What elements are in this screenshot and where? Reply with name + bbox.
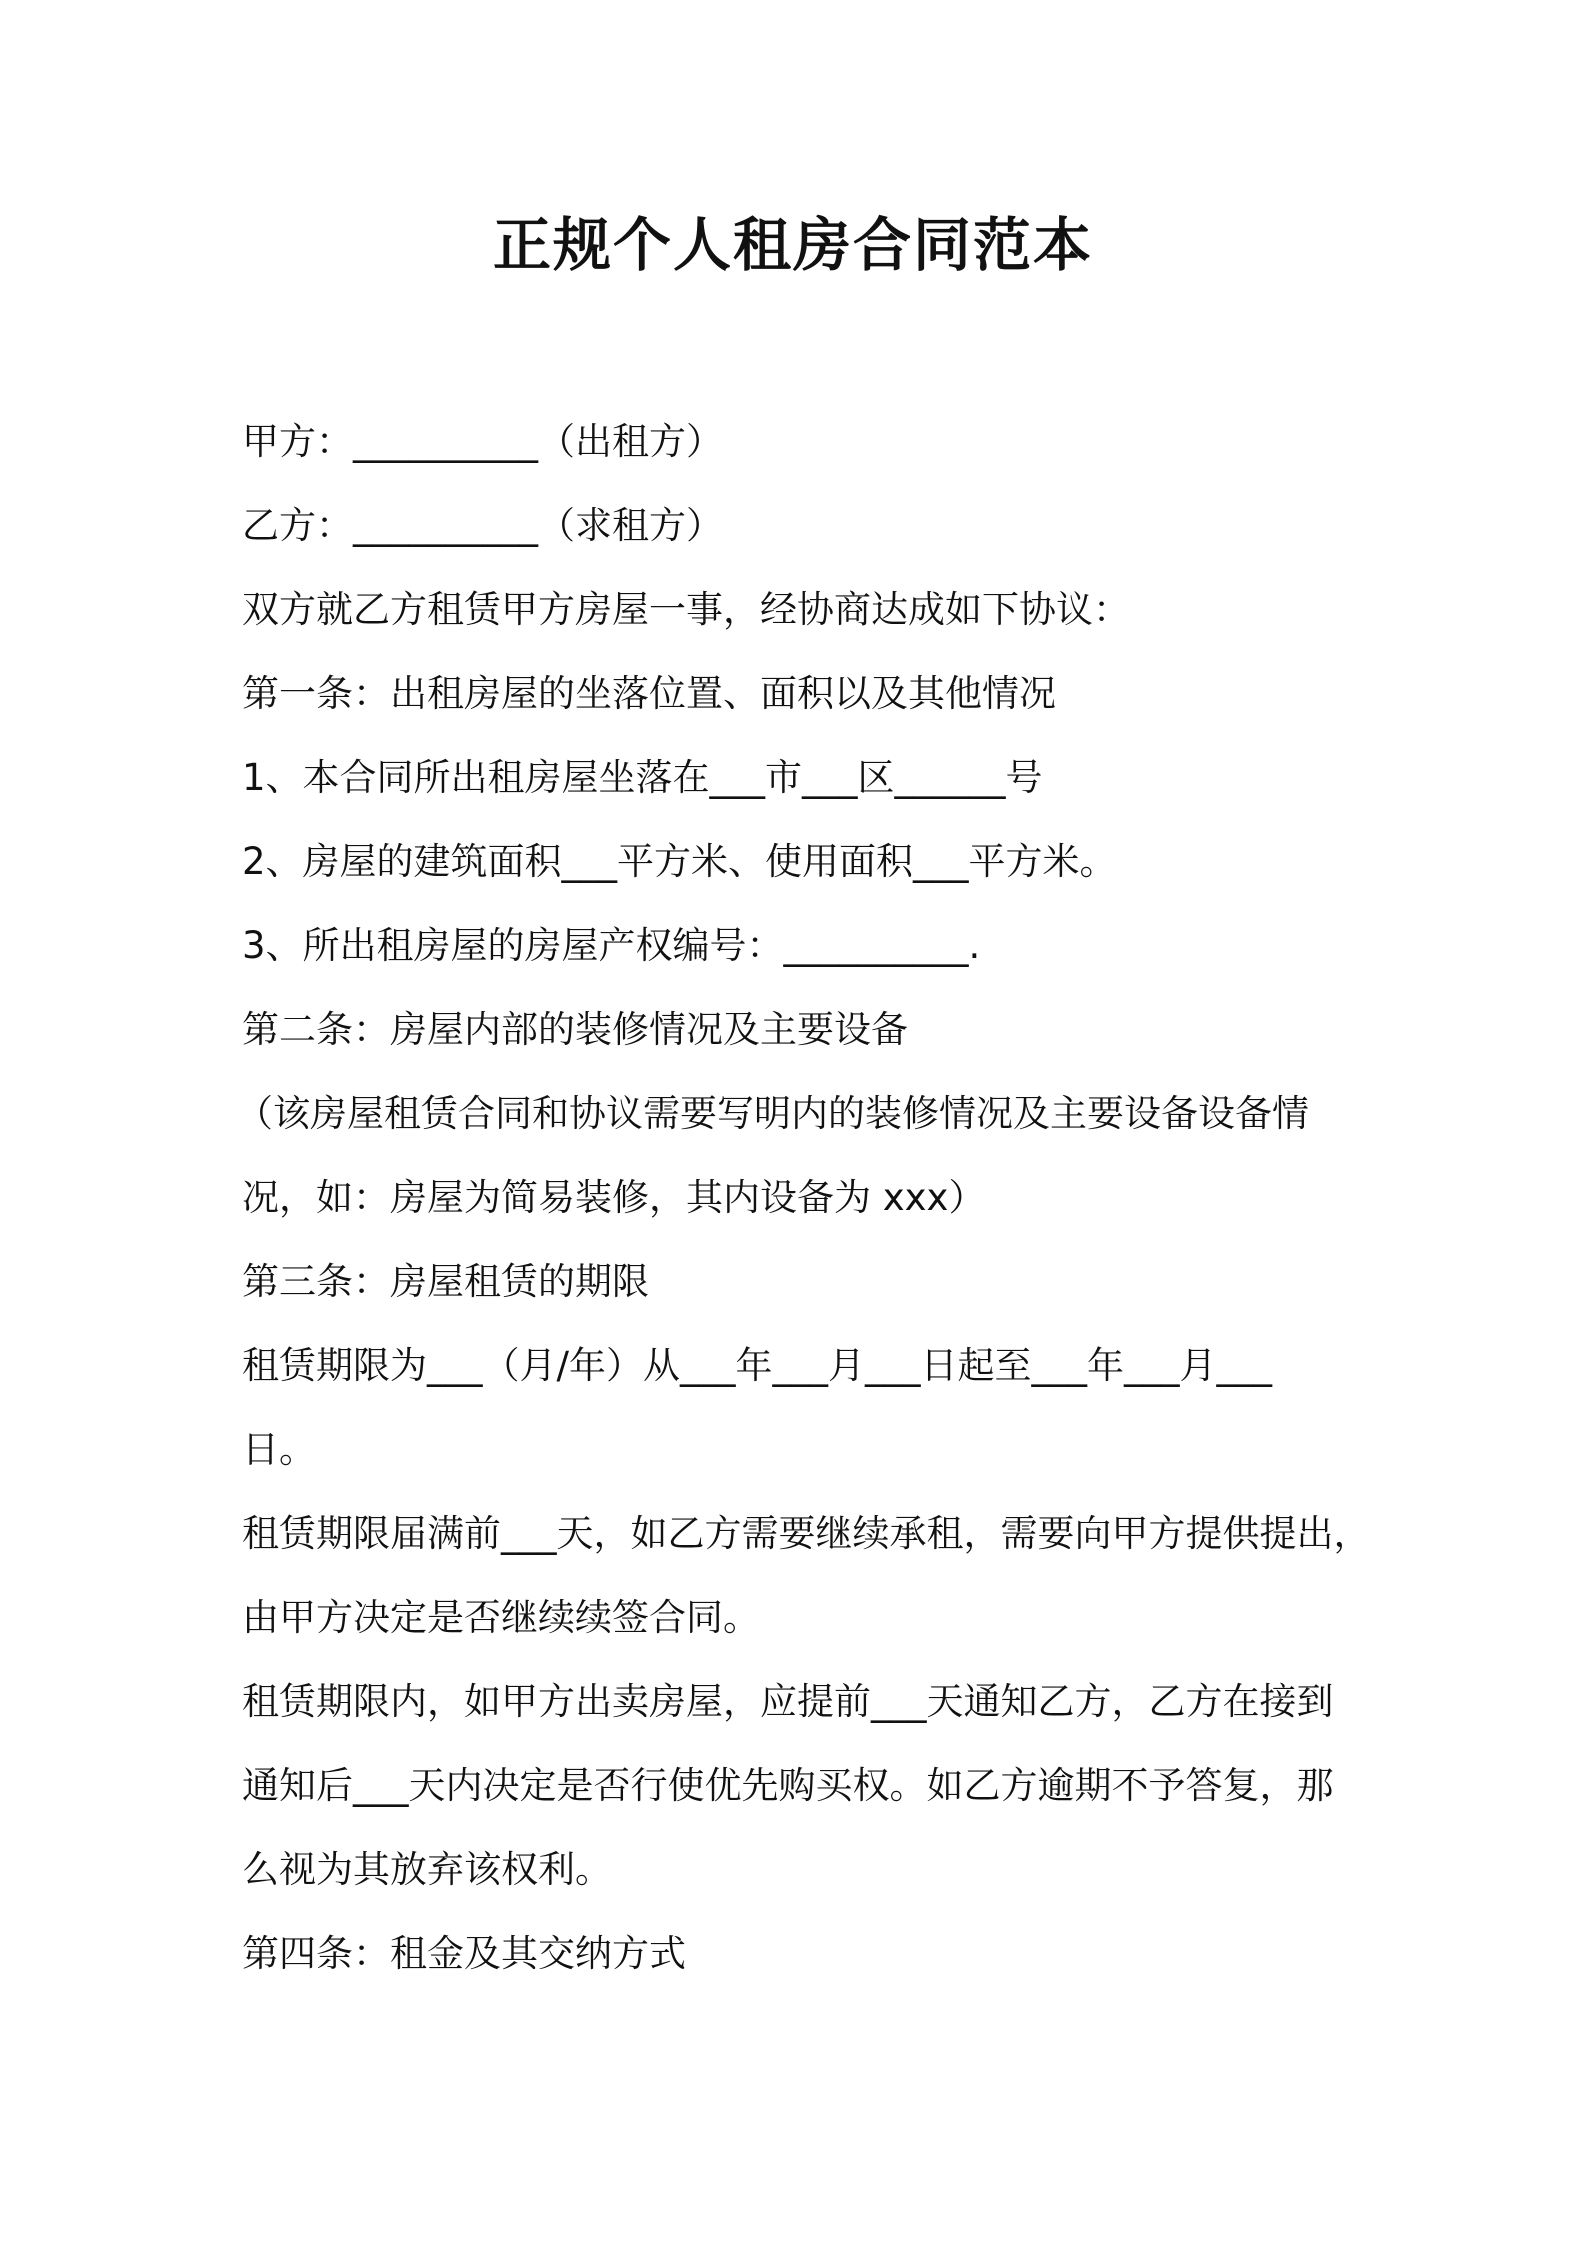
sale-notice-line-2: 通知后___天内决定是否行使优先购买权。如乙方逾期不予答复，那 [242, 1764, 1334, 1807]
lease-term-line-1: 租赁期限为___（月/年）从___年___月___日起至___年___月___ [242, 1344, 1272, 1387]
document-title: 正规个人租房合同范本 [492, 211, 1093, 279]
article-2-note-line-1: （该房屋租赁合同和协议需要写明内的装修情况及主要设备设备情 [236, 1092, 1309, 1135]
document-body [236, 400, 1371, 1996]
sale-notice-line-1: 租赁期限内，如甲方出卖房屋，应提前___天通知乙方，乙方在接到 [242, 1680, 1334, 1723]
article-4-heading: 第四条：租金及其交纳方式 [242, 1932, 686, 1975]
lease-term-line-2: 日。 [242, 1428, 316, 1471]
renewal-line-2: 由甲方决定是否继续续签合同。 [242, 1596, 760, 1639]
article-3-heading: 第三条：房屋租赁的期限 [242, 1260, 649, 1303]
article-2-note-line-2: 况，如：房屋为简易装修，其内设备为 xxx） [242, 1176, 986, 1219]
renewal-line-1: 租赁期限届满前___天，如乙方需要继续承租，需要向甲方提供提出， [242, 1512, 1371, 1555]
article-1-heading: 第一条：出租房屋的坐落位置、面积以及其他情况 [242, 672, 1056, 715]
agreement-intro: 双方就乙方租赁甲方房屋一事，经协商达成如下协议： [242, 588, 1130, 631]
article-1-item-2: 2、房屋的建筑面积___平方米、使用面积___平方米。 [242, 840, 1117, 883]
article-1-item-1: 1、本合同所出租房屋坐落在___市___区______号 [242, 756, 1043, 799]
article-2-heading: 第二条：房屋内部的装修情况及主要设备 [242, 1008, 908, 1051]
article-1-item-3: 3、所出租房屋的房屋产权编号：__________. [242, 924, 981, 967]
sale-notice-line-3: 么视为其放弃该权利。 [242, 1848, 612, 1891]
party-b-line: 乙方：__________（求租方） [242, 504, 723, 547]
party-a-line: 甲方：__________（出租方） [242, 420, 723, 463]
